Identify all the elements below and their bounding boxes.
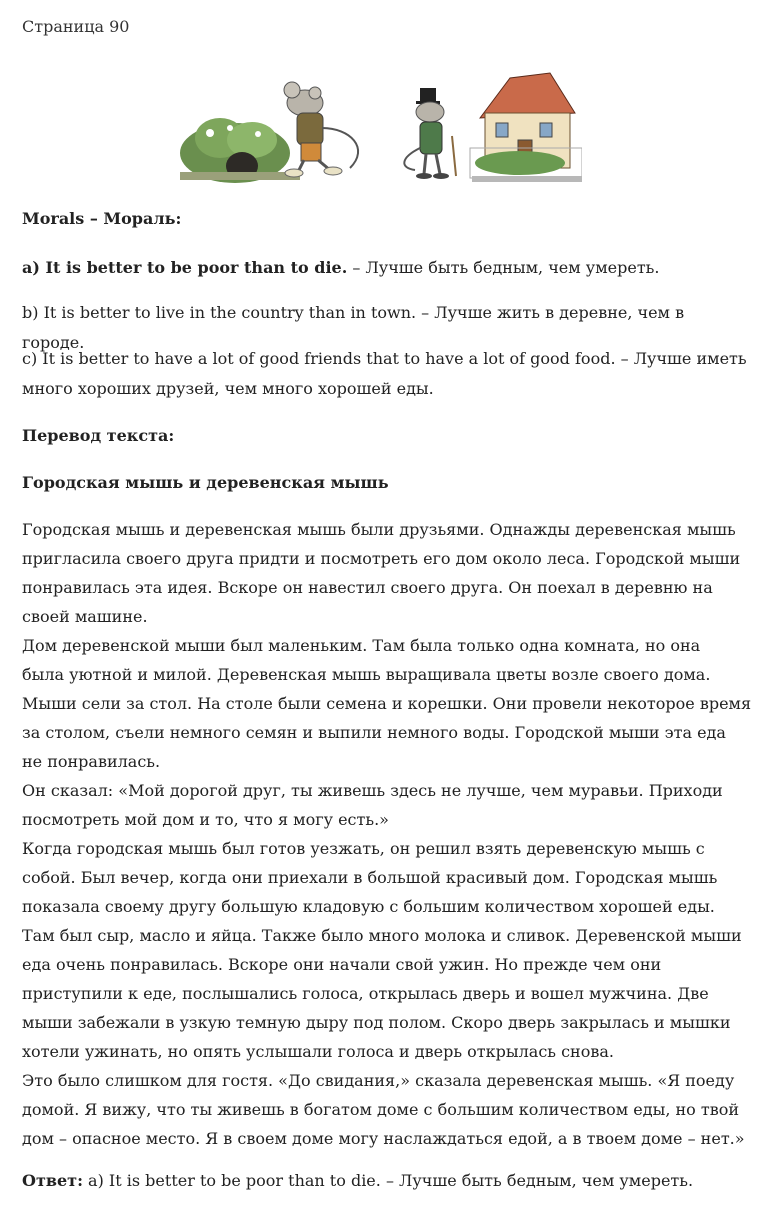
story-line: посмотреть мой дом и то, что я могу есть.» <box>22 810 389 829</box>
moral-a <box>22 253 749 283</box>
house-icon <box>470 73 582 182</box>
story-line: хотели ужинать, но опять услышали голоса и дверь открылась снова. <box>22 1042 614 1061</box>
story-line: не понравилась. <box>22 752 161 771</box>
story-line: еда очень понравилась. Вскоре они начали свой ужин. Но прежде чем они <box>22 955 662 974</box>
story-line: Там был сыр, масло и яйца. Также было много молока и сливок. Деревенской мыши <box>22 926 742 945</box>
bush-icon <box>180 118 300 183</box>
morals-heading: Morals – Мораль: <box>22 209 182 228</box>
story-line: домой. Я вижу, что ты живешь в богатом доме с большим количеством еды, но твой <box>22 1100 740 1119</box>
story-line: Он сказал: «Мой дорогой друг, ты живешь здесь не лучше, чем муравьи. Приходи <box>22 781 723 800</box>
moral-c-line-2: много хороших друзей, чем много хорошей еды. <box>22 379 434 398</box>
story-line: была уютной и милой. Деревенская мышь выращивала цветы возле своего дома. <box>22 665 711 684</box>
moral-c <box>22 344 749 404</box>
story-line: Это было слишком для гостя. «До свидания,» сказала деревенская мышь. «Я поеду <box>22 1071 735 1090</box>
story-line: Городская мышь и деревенская мышь были друзьями. Однажды деревенская мышь <box>22 520 736 539</box>
town-mouse-icon <box>404 88 456 179</box>
story-line: Дом деревенской мыши был маленьким. Там была только одна комната, но она <box>22 636 701 655</box>
page-number: Страница 90 <box>22 17 130 36</box>
story-line: приступили к еде, послышались голоса, открылась дверь и вошел мужчина. Две <box>22 984 709 1003</box>
moral-b: b) It is better to live in the country than in town. – Лучше жить в деревне, чем в городе. <box>22 303 685 352</box>
moral-a-english: a) It is better to be poor than to die. <box>22 258 348 277</box>
story-line: понравилась эта идея. Вскоре он навестил своего друга. Он поехал в деревню на <box>22 578 713 597</box>
country-mouse-icon <box>284 82 358 177</box>
story-text <box>22 515 752 1153</box>
story-line: показала своему другу большую кладовую с большим количеством хорошей еды. <box>22 897 715 916</box>
answer <box>22 1166 749 1196</box>
story-line: своей машине. <box>22 607 148 626</box>
story-title: Городская мышь и деревенская мышь <box>22 473 389 492</box>
story-illustration <box>180 68 582 184</box>
answer-label: Ответ: <box>22 1171 83 1190</box>
story-line: мыши забежали в узкую темную дыру под полом. Скоро дверь закрылась и мышки <box>22 1013 731 1032</box>
story-line: за столом, съели немного семян и выпили немного воды. Городской мыши эта еда <box>22 723 726 742</box>
story-line: дом – опасное место. Я в своем доме могу наслаждаться едой, а в твоем доме – нет.» <box>22 1129 745 1148</box>
moral-a-russian: – Лучше быть бедным, чем умереть. <box>347 258 660 277</box>
moral-c-line-1: c) It is better to have a lot of good friends that to have a lot of good food. – Лучше иметь <box>22 349 747 368</box>
translation-heading: Перевод текста: <box>22 426 175 445</box>
story-line: пригласила своего друга придти и посмотреть его дом около леса. Городской мыши <box>22 549 741 568</box>
answer-text: a) It is better to be poor than to die. – Лучше быть бедным, чем умереть. <box>82 1171 694 1190</box>
story-line: Когда городская мышь был готов уезжать, он решил взять деревенскую мышь с <box>22 839 705 858</box>
story-line: собой. Был вечер, когда они приехали в большой красивый дом. Городская мышь <box>22 868 718 887</box>
story-line: Мыши сели за стол. На столе были семена и корешки. Они провели некоторое время <box>22 694 752 713</box>
